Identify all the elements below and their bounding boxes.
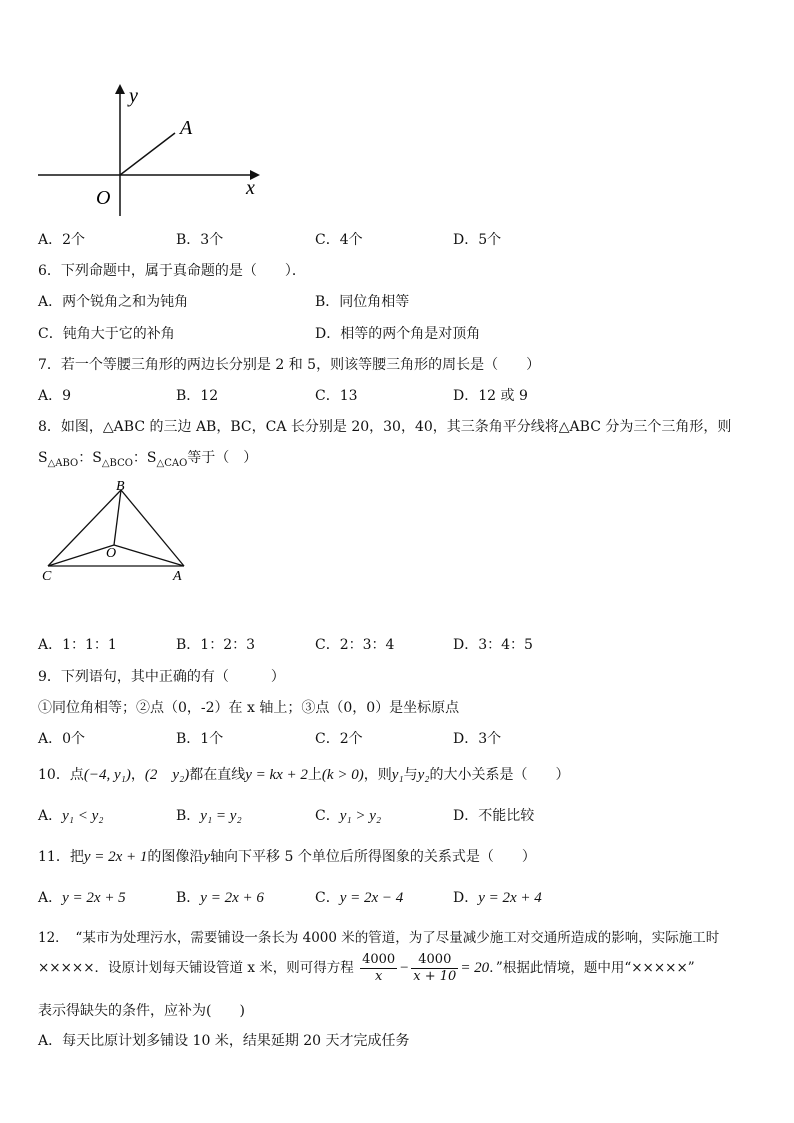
q12-fraction-1: $\frac{4000}{x}$ [362, 952, 396, 984]
q11-option-c: C．y = 2x − 4 [315, 890, 404, 906]
q9-option-a: A．0个 [38, 731, 86, 747]
q8-sep2: ：S [132, 450, 157, 466]
q5-option-c: C．4个 [315, 232, 363, 248]
q12-line3: 表示得缺失的条件，应补为( ) [38, 1003, 245, 1019]
q7-option-b: B．12 [176, 388, 219, 404]
q10-line-eq: y = kx + 2 [245, 767, 308, 783]
q8-option-d: D．3：4：5 [453, 637, 533, 653]
bisector-bo [114, 490, 121, 545]
q6-option-d: D．相等的两个角是对顶角 [315, 326, 481, 342]
q12-line2 [38, 952, 695, 985]
q10-point1: (−4, y₁) [83, 767, 131, 783]
vertex-c-label: C [42, 569, 52, 584]
q11-eq: y = 2x + 1 [83, 849, 148, 865]
q10-point2: (2 y₂) [144, 767, 190, 783]
q10-post: ，则 [363, 767, 392, 783]
q8-stem-line2 [38, 447, 257, 469]
q11-post: 轴向下平移 5 个单位后所得图象的关系式是（ ） [210, 849, 536, 865]
q6-option-b: B．同位角相等 [315, 294, 410, 310]
q5-option-a: A．2个 [38, 232, 86, 248]
q9-option-b: B．1个 [176, 731, 224, 747]
q8-sep1: ：S [78, 450, 102, 466]
q11-option-a: A．y = 2x + 5 [38, 890, 126, 906]
q9-option-c: C．2个 [315, 731, 363, 747]
q10-y2: y₂ [417, 767, 430, 783]
q8-option-a: A．1：1：1 [38, 637, 117, 653]
vertex-a-label: A [173, 569, 182, 584]
q12-line2-pre: ×××××．设原计划每天铺设管道 x 米，则可得方程 [38, 960, 354, 976]
point-a-label: A [180, 117, 193, 139]
q8-s-symbol: S [38, 450, 48, 466]
q10-y1: y₁ [391, 767, 404, 783]
q8-option-c: C．2：3：4 [315, 637, 395, 653]
point-o-label: O [106, 546, 117, 561]
q8-sub-abo: △ABO [47, 457, 79, 469]
q11-pre: 11．把 [38, 849, 84, 865]
q10-with: 与 [403, 767, 418, 783]
q9-statements: ①同位角相等；②点（0，-2）在 x 轴上；③点（0，0）是坐标原点 [38, 700, 460, 716]
q11-axis: y [203, 849, 211, 865]
q6-option-a: A．两个锐角之和为钝角 [38, 294, 189, 310]
q12-line1: 12． “某市为处理污水，需要铺设一条长为 4000 米的管道，为了尽量减少施工对交通所造成的影响，实际施工时 [38, 930, 720, 946]
q9-option-d: D．3个 [453, 731, 502, 747]
x-axis-label: x [246, 177, 255, 199]
q8-stem-line1: 8．如图，△ABC 的三边 AB，BC，CA 长分别是 20，30，40，其三条角平分线将△ABC 分为三个三角形，则 [38, 419, 732, 435]
side-ab [121, 490, 184, 566]
q7-stem: 7．若一个等腰三角形的两边长分别是 2 和 5，则该等腰三角形的周长是（ ） [38, 357, 541, 373]
q12-minus: − [399, 960, 410, 976]
q10-option-d: D．不能比较 [453, 808, 535, 824]
q7-option-c: C．13 [315, 388, 358, 404]
q10-on: 上 [307, 767, 322, 783]
bisector-ao [114, 545, 184, 566]
q11-stem [38, 846, 536, 866]
q10-option-b: B．y₁ = y₂ [176, 808, 242, 824]
q10-mid: 都在直线 [189, 767, 246, 783]
q12-line2-post: ．”根据此情境，题中用“×××××” [489, 960, 695, 976]
q7-option-d: D．12 或 9 [453, 388, 528, 404]
axes-figure [30, 78, 270, 223]
q5-option-d: D．5个 [453, 232, 502, 248]
q12-fraction-2: $\frac{4000}{x + 10}$ [413, 952, 457, 984]
y-axis-label: y [129, 85, 138, 107]
q10-pre: 10．点 [38, 767, 84, 783]
ray-oa [120, 133, 175, 175]
q8-sub-cao: △CAO [156, 457, 188, 469]
triangle-figure [36, 478, 196, 588]
q6-option-c: C．钝角大于它的补角 [38, 326, 175, 342]
q10-stem [38, 763, 569, 784]
q8-option-b: B．1：2：3 [176, 637, 256, 653]
q8-sub-bco: △BCO [101, 457, 133, 469]
q10-comma: ， [130, 767, 145, 783]
y-axis-arrow [115, 84, 125, 94]
q10-option-a: A．y₁ < y₂ [38, 808, 104, 824]
q7-option-a: A．9 [38, 388, 72, 404]
q11-option-d: D．y = 2x + 4 [453, 890, 542, 906]
q12-option-a: A．每天比原计划多铺设 10 米，结果延期 20 天才完成任务 [38, 1033, 410, 1049]
q10-end: 的大小关系是（ ） [429, 767, 570, 783]
q10-option-c: C．y₁ > y₂ [315, 808, 382, 824]
q12-rhs: = 20 [460, 960, 490, 976]
q8-tail: 等于（ ） [187, 450, 258, 466]
q9-stem: 9．下列语句，其中正确的有（ ） [38, 669, 285, 685]
q6-stem: 6．下列命题中，属于真命题的是（ ）． [38, 263, 306, 279]
q5-option-b: B．3个 [176, 232, 224, 248]
vertex-b-label: B [116, 479, 125, 494]
q11-option-b: B．y = 2x + 6 [176, 890, 264, 906]
q10-cond: (k > 0) [321, 767, 364, 783]
origin-label: O [96, 187, 111, 209]
q11-mid: 的图像沿 [147, 849, 204, 865]
